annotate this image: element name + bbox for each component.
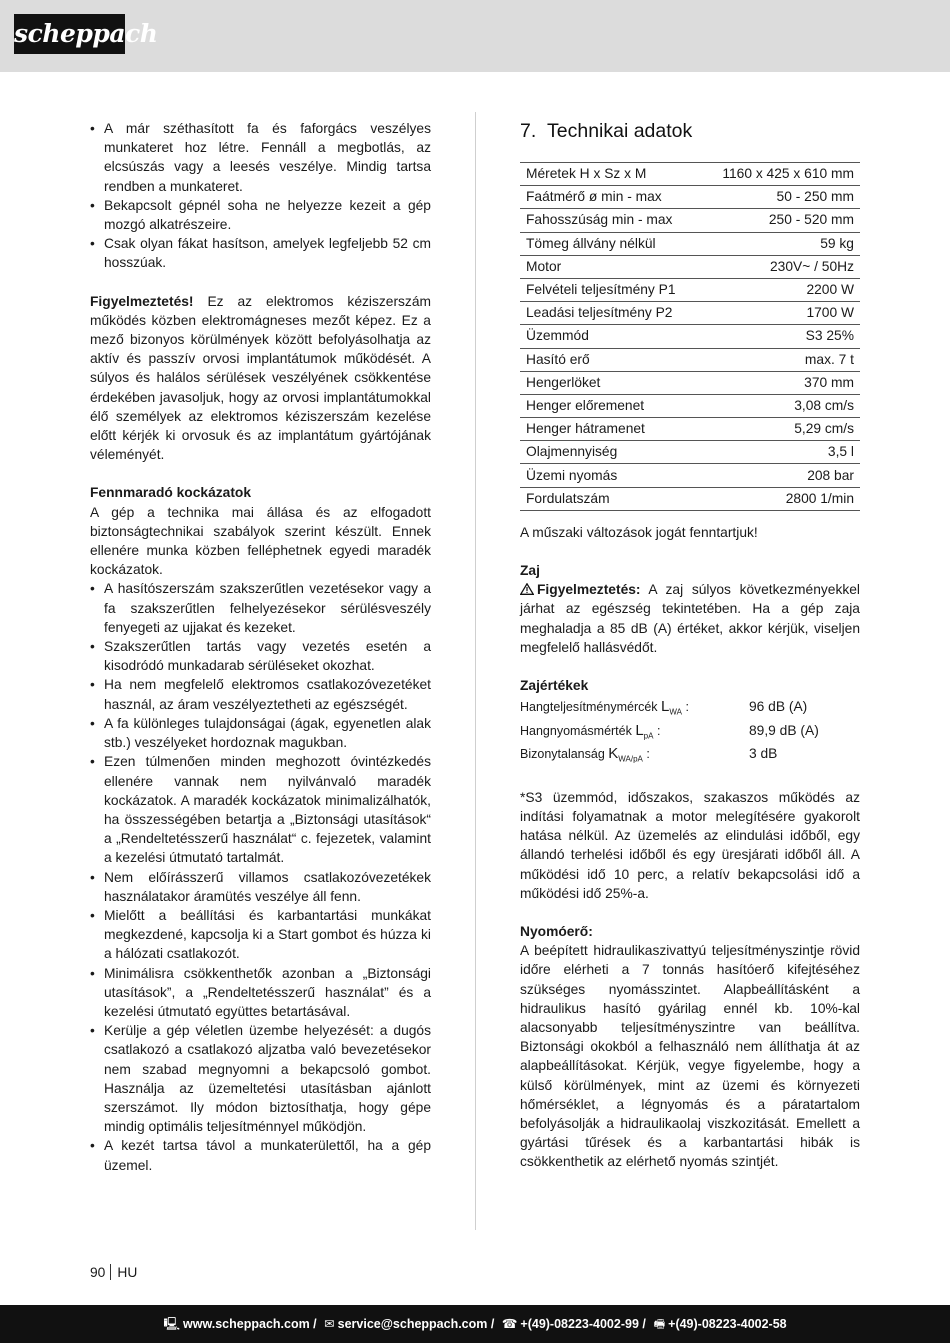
computer-icon: 🖳 — [163, 1317, 181, 1331]
pressure-heading: Nyomóerő: — [520, 923, 593, 939]
spec-value: 3,5 l — [700, 441, 860, 464]
bullet-item: • Bekapcsolt gépnél soha ne helyezze kezeit a gép mozgó alkatrészeire. — [90, 196, 431, 234]
bullet-item: • Ezen túlmenően minden meghozott óvintézkedés ellenére vannak nem nyilvánvaló maradék kockázatok. A maradék kockázatok minimalizálhatók, ha összességében betartja a „Biztonsági utasítások“ a „Rendeltetésszerű használat“ c. fejezetek, valamint a kezelési útmutató tartalmát. — [90, 752, 431, 867]
fax-number[interactable]: +(49)-08223-4002-58 — [668, 1317, 787, 1331]
s3-note: *S3 üzemmód, időszakos, szakaszos működés az indítási folyamatnak a motor melegítésére gyakorolt hatása nélkül. Az üzemelés az elindulási időből, egy állandó terhelési időből és egy üresjárati időből áll. A működési idő 10 perc, a relatív bekapcsolási idő a működési idő 25%-a. — [520, 789, 860, 901]
spec-value: 208 bar — [700, 464, 860, 487]
noise-subscript: pA — [643, 731, 654, 741]
page-language: HU — [117, 1265, 138, 1280]
noise-values-table — [520, 698, 860, 769]
noise-value-label — [520, 745, 749, 769]
pressure-text: A beépített hidraulikaszivattyú teljesítményszintje rövid időre elérheti a 7 tonnás hasítóerő kifejtéséhez szükséges nyomásszintet. Alapbeállításként a hidraulikus hasító gyárilag ennél kb. 10%-kal alacsonyabb teljesítményszintre van beállítva. Biztonsági okokból a felhasználó nem állíthatja át az alapbeállításokat. Kérjük, vegye figyelembe, hogy a külső körülmények, mint az üzemi és környezeti hőmérséklet, a légnyomás és a páratartalom befolyásolják a hidraulikaolaj viszkozitását. Emellett a gyártási tűrések és a karbantartási hibák is csökkenthetik az elérhető nyomás szintjét. — [520, 943, 860, 1170]
phone-number[interactable]: +(49)-08223-4002-99 / — [520, 1317, 646, 1331]
noise-label-text: Hangteljesítménymércék — [520, 700, 662, 715]
noise-warning-label: Figyelmeztetés: — [537, 582, 641, 598]
phone-icon: ☎ — [501, 1317, 518, 1331]
spec-value: 2800 1/min — [700, 487, 860, 510]
page-number-separator — [110, 1264, 111, 1280]
warning-label: Figyelmeztetés! — [90, 293, 194, 309]
noise-value-label — [520, 698, 749, 722]
noise-subscript: WA/pA — [618, 754, 643, 764]
spec-label: Fordulatszám — [520, 487, 700, 510]
spec-row — [520, 464, 860, 487]
residual-risks-list — [90, 579, 431, 1174]
noise-symbol: K — [608, 745, 619, 763]
spec-label: Üzemi nyomás — [520, 464, 700, 487]
spec-value: 5,29 cm/s — [700, 418, 860, 441]
spec-value: 1700 W — [700, 302, 860, 325]
noise-symbol: L — [661, 698, 670, 716]
noise-label-text: Hangnyomásmérték — [520, 723, 636, 738]
left-column — [90, 119, 431, 1175]
spec-label: Motor — [520, 255, 700, 278]
spec-row — [520, 209, 860, 232]
spec-row — [520, 418, 860, 441]
residual-risks-heading: Fennmaradó kockázatok — [90, 485, 252, 501]
spec-value: 50 - 250 mm — [700, 186, 860, 209]
noise-colon: : — [653, 723, 661, 738]
residual-risks-intro: A gép a technika mai állása és az elfogadott biztonságtechnikai szabályok szerint készült. Ennek ellenére munka közben felléphetnek egyedi maradék kockázatok. — [90, 504, 431, 578]
right-column — [520, 119, 860, 1172]
spec-value: 2200 W — [700, 278, 860, 301]
bullet-item: • A kezét tartsa távol a munkaterülettől, ha a gép üzemel. — [90, 1136, 431, 1174]
spec-label: Hengerlöket — [520, 371, 700, 394]
spec-row — [520, 163, 860, 186]
spec-label: Olajmennyiség — [520, 441, 700, 464]
noise-symbol: L — [635, 721, 644, 739]
noise-value-row — [520, 722, 860, 746]
spec-label: Faátmérő ø min - max — [520, 186, 700, 209]
noise-colon: : — [642, 747, 650, 762]
email-icon: ✉ — [324, 1317, 335, 1331]
spec-row — [520, 371, 860, 394]
spec-value: max. 7 t — [700, 348, 860, 371]
noise-value: 3 dB — [749, 746, 778, 762]
spec-value: 3,08 cm/s — [700, 394, 860, 417]
bullet-item: • Szakszerűtlen tartás vagy vezetés esetén a kisodródó munkadarab sérüléseket okozhat. — [90, 637, 431, 675]
fax-icon: 🖷 — [653, 1317, 666, 1331]
spec-label: Felvételi teljesítmény P1 — [520, 278, 700, 301]
spec-row — [520, 487, 860, 510]
noise-value-row — [520, 745, 860, 769]
spec-row — [520, 348, 860, 371]
brand-logo[interactable]: scheppach — [14, 14, 125, 54]
spec-row — [520, 441, 860, 464]
page-number: 90 — [90, 1265, 106, 1280]
bullet-item: • A hasítószerszám szakszerűtlen vezetésekor vagy a fa szakszerűtlen felhelyezésekor sérülésveszély fenyegeti az ujjakat és kezeket. — [90, 579, 431, 637]
spec-value: 1160 x 425 x 610 mm — [700, 163, 860, 186]
tech-changes-note: A műszaki változások jogát fenntartjuk! — [520, 524, 758, 540]
noise-warning-paragraph — [520, 580, 860, 657]
spec-row — [520, 325, 860, 348]
noise-value-row — [520, 698, 860, 722]
noise-colon: : — [681, 700, 689, 715]
bullet-item: • Minimálisra csökkenthetők azonban a „Biztonsági utasítások”, a „Rendeltetésszerű használat” és a kezelési útmutató együttes betartásával. — [90, 964, 431, 1022]
spec-value: S3 25% — [700, 325, 860, 348]
spec-table — [520, 162, 860, 511]
noise-subscript: WA — [669, 707, 682, 717]
email-link[interactable]: service@scheppach.com / — [337, 1317, 495, 1331]
spec-label: Fahosszúság min - max — [520, 209, 700, 232]
noise-heading: Zaj — [520, 563, 540, 579]
bullet-item: • Ha nem megfelelő elektromos csatlakozóvezetéket használ, az áram veszélyeztetheti az egészségét. — [90, 675, 431, 713]
noise-value-label — [520, 722, 749, 746]
section-title-text: Technikai adatok — [547, 120, 693, 142]
spec-label: Üzemmód — [520, 325, 700, 348]
warning-text: Ez az elektromos kéziszerszám működés közben elektromágneses mezőt képez. Ez a mező bizonyos körülmények között befolyásolhatja az aktív és passzív orvosi implantátumok működését. A súlyos és halálos sérülések veszélyének csökkentése érdekében javasoljuk, hogy az orvosi implantátumokkal élő személyek az elektromos kéziszerszám kezelése előtt kérjék ki orvosuk és az implantátum gyártójának véleményét. — [90, 293, 431, 463]
noise-label-text: Bizonytalanság — [520, 747, 609, 762]
spec-row — [520, 232, 860, 255]
bullet-item: • A fa különleges tulajdonságai (ágak, egyenetlen alak stb.) veszélyeket hordoznak magukban. — [90, 714, 431, 752]
spec-value: 59 kg — [700, 232, 860, 255]
noise-values-heading: Zajértékek — [520, 678, 589, 694]
noise-value: 96 dB (A) — [749, 699, 808, 715]
spec-value: 370 mm — [700, 371, 860, 394]
safety-bullet-list — [90, 119, 431, 273]
bullet-item: • Mielőtt a beállítási és karbantartási munkákat megkezdené, kapcsolja ki a Start gombot és húzza ki a hálózati csatlakozót. — [90, 906, 431, 964]
column-divider — [475, 112, 476, 1230]
bullet-item: • Csak olyan fákat hasítson, amelyek legfeljebb 52 cm hosszúak. — [90, 234, 431, 272]
spec-label: Méretek H x Sz x M — [520, 163, 700, 186]
noise-warning-text: A zaj súlyos következményekkel járhat az egészség tekintetében. Ha a gép zaja meghaladja a 85 dB (A) értéket, akkor kérjük, viseljen megfelelő hallásvédőt. — [520, 582, 860, 655]
spec-row — [520, 186, 860, 209]
spec-label: Hasító erő — [520, 348, 700, 371]
spec-label: Leadási teljesítmény P2 — [520, 302, 700, 325]
bullet-item: • A már széthasított fa és faforgács veszélyes munkateret hoz létre. Fennáll a megbotlás, az elcsúszás vagy a leesés veszélye. Mindig tartsa rendben a munkateret. — [90, 119, 431, 196]
spec-label: Henger hátramenet — [520, 418, 700, 441]
spec-value: 230V~ / 50Hz — [700, 255, 860, 278]
spec-label: Henger előremenet — [520, 394, 700, 417]
section-number: 7. — [520, 120, 537, 142]
bullet-item: • Nem előírásszerű villamos csatlakozóvezetékek használatakor áramütés veszélye áll fenn. — [90, 868, 431, 906]
page-number-block — [90, 1264, 137, 1282]
spec-value: 250 - 520 mm — [700, 209, 860, 232]
spec-row — [520, 394, 860, 417]
bullet-item: • Kerülje a gép véletlen üzembe helyezését: a dugós csatlakozó a csatlakozó aljzatba való bevezetésekor nem szabad megnyomni a bekapcsoló gombot. Használja az üzemeltetési utasításban ajánlott szerszámot. Ily módon biztosíthatja, hogy gépe mindig optimális teljesítménnyel működjön. — [90, 1021, 431, 1136]
spec-label: Tömeg állvány nélkül — [520, 232, 700, 255]
section-title — [520, 119, 860, 143]
spec-row — [520, 255, 860, 278]
spec-row — [520, 302, 860, 325]
emf-warning-paragraph — [90, 292, 431, 465]
header-band — [0, 0, 950, 72]
website-link[interactable]: www.scheppach.com / — [183, 1317, 317, 1331]
warning-triangle-icon — [520, 583, 534, 595]
contact-bar — [0, 1305, 950, 1343]
spec-row — [520, 278, 860, 301]
noise-value: 89,9 dB (A) — [749, 722, 819, 738]
